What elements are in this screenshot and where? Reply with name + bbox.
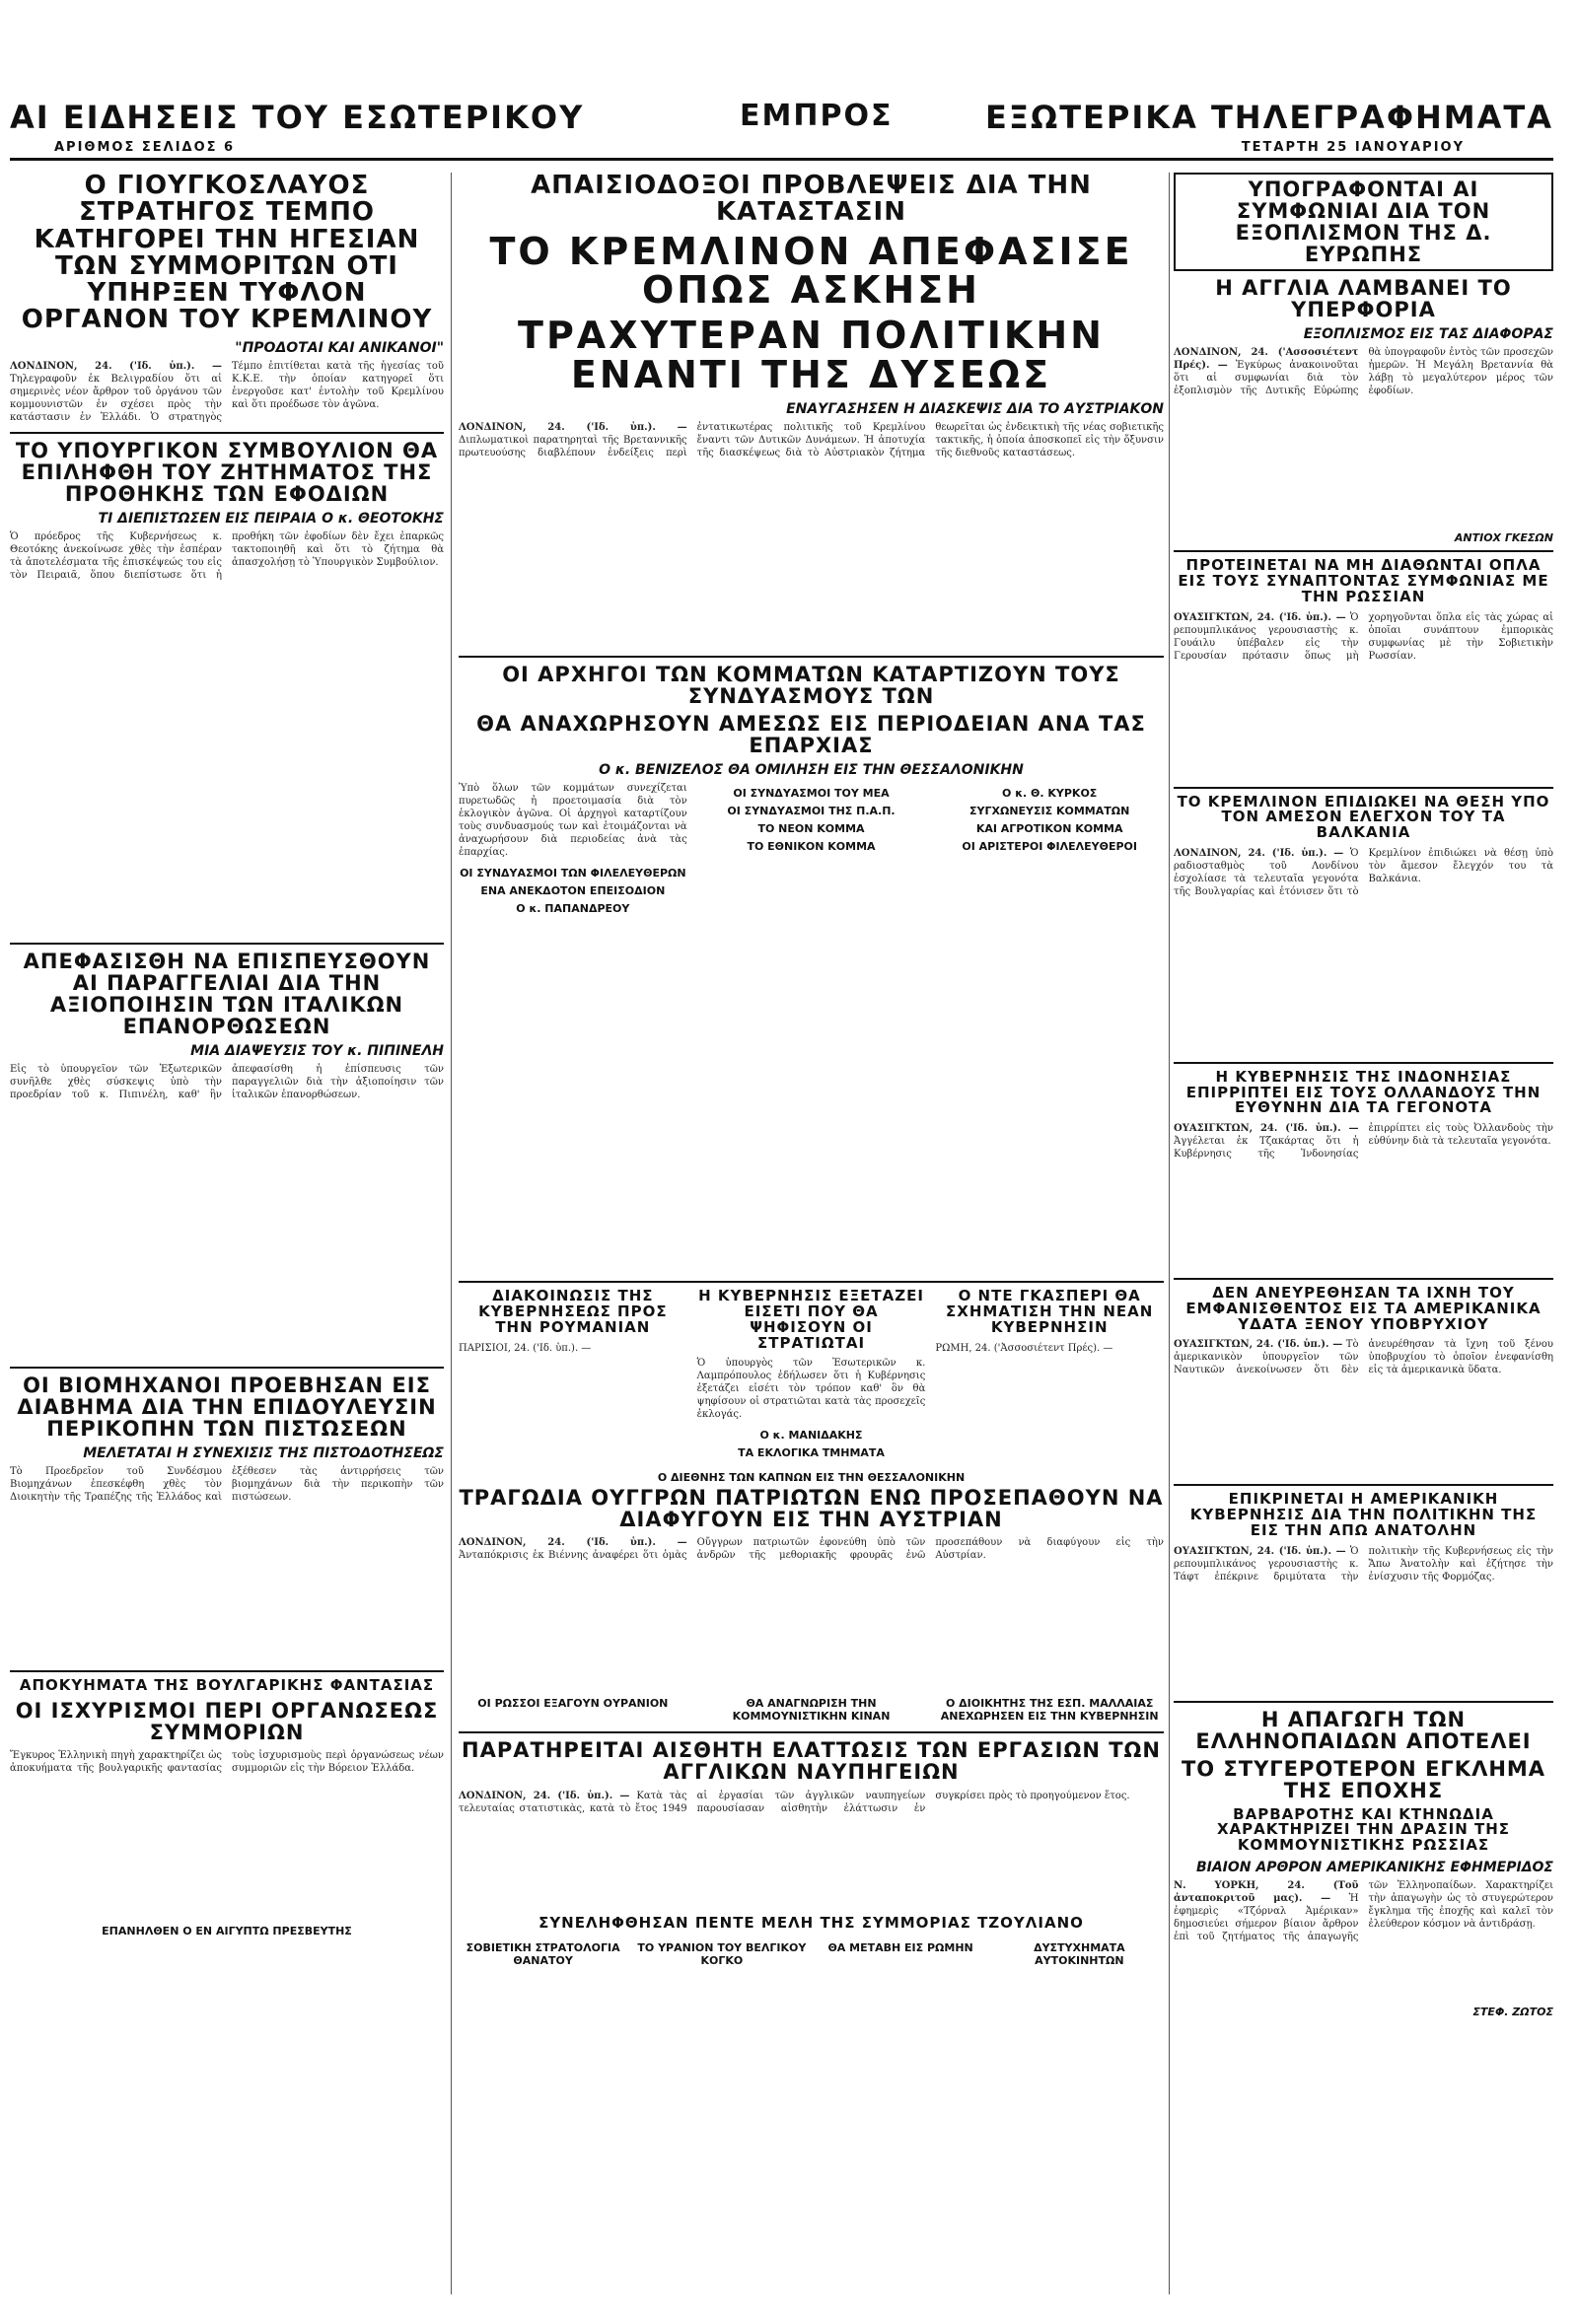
article-subhead: ΟΙ ΣΥΝΔΥΑΣΜΟΙ ΤΟΥ ΜΕΑ bbox=[733, 787, 890, 801]
dateline: ΟΥΑΣΙΓΚΤΩΝ, 24. ('Ιδ. ὑπ.). — bbox=[1174, 1545, 1346, 1557]
article-subhead: ΤΑ ΕΚΛΟΓΙΚΑ ΤΜΗΜΑΤΑ bbox=[738, 1446, 885, 1460]
article-text: Ὁ ραδιοσταθμὸς τοῦ Λονδίνου ἐσχολίασε τὰ τελευταῖα γεγονότα τῆς Βουλγαρίας καὶ ἐτόνισεν ὅτι τὸ Κρεμλίνον ἐπιδιώκει νὰ θέσῃ ὑπὸ τὸν ἄμεσον ἔλεγχόν του τὰ Βαλκάνια. bbox=[1174, 847, 1553, 897]
divider bbox=[1174, 787, 1553, 789]
dateline: ΡΩΜΗ, 24. ('Ἀσσοσιέτεντ Πρές). — bbox=[935, 1342, 1113, 1354]
article-headline: ΥΠΟΓΡΑΦΟΝΤΑΙ ΑΙ ΣΥΜΦΩΝΙΑΙ ΔΙΑ ΤΟΝ ΕΞΟΠΛΙΣΜΟΝ ΤΗΣ Δ. ΕΥΡΩΠΗΣ bbox=[1174, 173, 1553, 271]
main-headline: ΤΟ ΚΡΕΜΛΙΝΟΝ ΑΠΕΦΑΣΙΣΕ ΟΠΩΣ ΑΣΚΗΣΗ bbox=[489, 229, 1133, 313]
article-headline: ΑΠΟΚΥΗΜΑΤΑ ΤΗΣ ΒΟΥΛΓΑΡΙΚΗΣ ΦΑΝΤΑΣΙΑΣ bbox=[19, 1676, 435, 1695]
article-headline: ΑΠΕΦΑΣΙΣΘΗ ΝΑ ΕΠΙΣΠΕΥΣΘΟΥΝ ΑΙ ΠΑΡΑΓΓΕΛΙΑΙ ΔΙΑ ΤΗΝ ΑΞΙΟΠΟΙΗΣΙΝ ΤΩΝ ΙΤΑΛΙΚΩΝ ΕΠΑΝΟΡΘΩΣΕΩΝ bbox=[23, 949, 431, 1039]
article-body: Ἔγκυρος Ἑλληνικὴ πηγὴ χαρακτηρίζει ὡς ἀποκυήματα τῆς βουλγαρικῆς φαντασίας τοὺς ἰσχυρισμοὺς περὶ ὀργανώσεως νέων συμμοριῶν εἰς τὴν Βόρειον Ἑλλάδα. bbox=[10, 1750, 444, 1775]
article-headline: ΠΑΡΑΤΗΡΕΙΤΑΙ ΑΙΣΘΗΤΗ ΕΛΑΤΤΩΣΙΣ ΤΩΝ ΕΡΓΑΣΙΩΝ ΤΩΝ ΑΓΓΛΙΚΩΝ ΝΑΥΠΗΓΕΙΩΝ bbox=[462, 1738, 1161, 1785]
article-subhead: ΕΠΑΝΗΛΘΕΝ Ο ΕΝ ΑΙΓΥΠΤΩ ΠΡΕΣΒΕΥΤΗΣ bbox=[102, 1925, 352, 1938]
divider bbox=[10, 943, 444, 945]
article-body bbox=[1174, 1545, 1553, 1693]
column-domestic bbox=[10, 173, 444, 1940]
article-headline: ΟΙ ΒΙΟΜΗΧΑΝΟΙ ΠΡΟΕΒΗΣΑΝ ΕΙΣ ΔΙΑΒΗΜΑ ΔΙΑ ΤΗΝ ΕΠΙΔΟΥΛΕΥΣΙΝ ΠΕΡΙΚΟΠΗΝ ΤΩΝ ΠΙΣΤΩΣΕΩΝ bbox=[17, 1373, 437, 1442]
main-kicker: ΕΝΑΥΓΑΣΗΣΕΝ Η ΔΙΑΣΚΕΨΙΣ ΔΙΑ ΤΟ ΑΥΣΤΡΙΑΚΟΝ bbox=[786, 401, 1164, 418]
article-body bbox=[459, 1790, 1164, 1908]
article-headline: Η ΚΥΒΕΡΝΗΣΙΣ ΤΗΣ ΙΝΔΟΝΗΣΙΑΣ ΕΠΙΡΡΙΠΤΕΙ ΕΙΣ ΤΟΥΣ ΟΛΛΑΝΔΟΥΣ ΤΗΝ ΕΥΘΥΝΗΝ ΔΙΑ ΤΑ ΓΕΓΟΝΟΤΑ bbox=[1185, 1067, 1542, 1117]
dateline: ΟΥΑΣΙΓΚΤΩΝ, 24. ('Ιδ. ὑπ.). — bbox=[1174, 1123, 1359, 1135]
article-subhead: ΔΥΣΤΥΧΗΜΑΤΑ ΑΥΤΟΚΙΝΗΤΩΝ bbox=[1034, 1941, 1125, 1968]
article-headline: ΔΕΝ ΑΝΕΥΡΕΘΗΣΑΝ ΤΑ ΙΧΝΗ ΤΟΥ ΕΜΦΑΝΙΣΘΕΝΤΟΣ ΕΙΣ ΤΑ ΑΜΕΡΙΚΑΝΙΚΑ ΥΔΑΤΑ ΞΕΝΟΥ ΥΠΟΒΡΥΧΙΟΥ bbox=[1185, 1284, 1542, 1333]
article-subhead: ΚΑΙ ΑΓΡΟΤΙΚΟΝ ΚΟΜΜΑ bbox=[975, 822, 1123, 836]
column-divider bbox=[451, 173, 452, 2294]
article-subhead: Ο κ. Θ. ΚΥΡΚΟΣ bbox=[1002, 787, 1098, 801]
article-body: Ὁ πρόεδρος τῆς Κυβερνήσεως κ. Θεοτόκης ἀνεκοίνωσε χθὲς τὴν ἑσπέραν τὰ ἀποτελέσματα τῆς ἐπισκέψεώς του εἰς τὸν Πειραιᾶ, ὅπου διεπίστωσε ὅτι ἡ προθήκη τῶν ἐφοδίων δὲν ἔχει ἐπαρκῶς τακτοποιηθῆ καὶ ὅτι τὸ ζήτημα θὰ ἀπασχολήσῃ τὸ Ὑπουργικὸν Συμβούλιον. bbox=[10, 530, 444, 581]
article-headline: ΤΟ ΣΤΥΓΕΡΟΤΕΡΟΝ ΕΓΚΛΗΜΑ ΤΗΣ ΕΠΟΧΗΣ bbox=[1181, 1756, 1546, 1802]
page-number: ΑΡΙΘΜΟΣ ΣΕΛΙΔΟΣ 6 bbox=[54, 140, 236, 155]
article-headline: ΟΙ ΙΣΧΥΡΙΣΜΟΙ ΠΕΡΙ ΟΡΓΑΝΩΣΕΩΣ ΣΥΜΜΟΡΙΩΝ bbox=[15, 1699, 439, 1745]
article-text: Ὁ ὑπουργὸς τῶν Ἐσωτερικῶν κ. Λαμπρόπουλος ἐδήλωσεν ὅτι ἡ Κυβέρνησις ἐξετάζει εἰσέτι τὸν τρόπον καθ' ὃν θὰ ψηφίσουν οἱ στρατιῶται κατὰ τὰς προσεχεῖς ἐκλογάς. bbox=[696, 1358, 926, 1421]
divider bbox=[1174, 1278, 1553, 1280]
article-text: Κατὰ τὰς τελευταίας στατιστικὰς, κατὰ τὸ ἔτος 1949 αἱ ἐργασίαι τῶν ἀγγλικῶν ναυπηγείων παρουσίασαν αἰσθητὴν ἐλάττωσιν ἐν συγκρίσει πρὸς τὸ προηγούμενον ἔτος. bbox=[459, 1790, 1130, 1814]
divider bbox=[459, 656, 1164, 658]
dateline: ΛΟΝΔΙΝΟΝ, 24. ('Ιδ. ὑπ.). — bbox=[459, 1537, 687, 1549]
article-headline: ΟΙ ΑΡΧΗΓΟΙ ΤΩΝ ΚΟΜΜΑΤΩΝ ΚΑΤΑΡΤΙΖΟΥΝ ΤΟΥΣ ΣΥΝΔΥΑΣΜΟΥΣ ΤΩΝ bbox=[502, 663, 1120, 709]
article-subhead: ΟΙ ΣΥΝΔΥΑΣΜΟΙ ΤΗΣ Π.Α.Π. bbox=[727, 805, 896, 818]
article-subhead: ΘΑ ΑΝΑΓΝΩΡΙΣΗ ΤΗΝ ΚΟΜΜΟΥΝΙΣΤΙΚΗΝ ΚΙΝΑΝ bbox=[732, 1697, 891, 1724]
dateline: ΠΑΡΙΣΙΟΙ, 24. ('Ιδ. ὑπ.). — bbox=[459, 1342, 592, 1354]
article-headline: Ο ΝΤΕ ΓΚΑΣΠΕΡΙ ΘΑ ΣΧΗΜΑΤΙΣΗ ΤΗΝ ΝΕΑΝ ΚΥΒΕΡΝΗΣΙΝ bbox=[946, 1287, 1154, 1336]
article-headline: ΤΟ ΚΡΕΜΛΙΝΟΝ ΕΠΙΔΙΩΚΕΙ ΝΑ ΘΕΣΗ ΥΠΟ ΤΟΝ ΑΜΕΣΟΝ ΕΛΕΓΧΟΝ ΤΟΥ ΤΑ ΒΑΛΚΑΝΙΑ bbox=[1177, 792, 1550, 842]
article-subhead: Ο κ. ΠΑΠΑΝΔΡΕΟΥ bbox=[516, 902, 630, 916]
newspaper-name: ΕΜΠΡΟΣ bbox=[740, 99, 894, 133]
article-headline: ΔΙΑΚΟΙΝΩΣΙΣ ΤΗΣ ΚΥΒΕΡΝΗΣΕΩΣ ΠΡΟΣ ΤΗΝ ΡΟΥΜΑΝΙΑΝ bbox=[478, 1287, 668, 1336]
article-kicker: ΒΙΑΙΟΝ ΑΡΘΡΟΝ ΑΜΕΡΙΚΑΝΙΚΗΣ ΕΦΗΜΕΡΙΔΟΣ bbox=[1195, 1859, 1553, 1875]
divider bbox=[1174, 1701, 1553, 1703]
article-kicker: ΕΞΟΠΛΙΣΜΟΣ ΕΙΣ ΤΑΣ ΔΙΑΦΟΡΑΣ bbox=[1303, 326, 1553, 343]
column-foreign bbox=[1174, 173, 1553, 2018]
article-kicker: "ΠΡΟΔΟΤΑΙ ΚΑΙ ΑΝΙΚΑΝΟΙ" bbox=[235, 339, 444, 356]
main-headline: ΑΠΑΙΣΙΟΔΟΞΟΙ ΠΡΟΒΛΕΨΕΙΣ ΔΙΑ ΤΗΝ ΚΑΤΑΣΤΑΣΙΝ bbox=[531, 171, 1092, 228]
article-subhead: ΟΙ ΡΩΣΣΟΙ ΕΞΑΓΟΥΝ ΟΥΡΑΝΙΟΝ bbox=[477, 1697, 669, 1711]
article-subhead: ΘΑ ΜΕΤΑΒΗ ΕΙΣ ΡΩΜΗΝ bbox=[827, 1941, 973, 1955]
article-body bbox=[10, 360, 444, 424]
dateline: ΟΥΑΣΙΓΚΤΩΝ, 24. ('Ιδ. ὑπ.). — bbox=[1174, 1339, 1343, 1351]
article-subhead: Ο ΔΙΟΙΚΗΤΗΣ ΤΗΣ ΕΣΠ. ΜΑΛΛΑΙΑΣ ΑΝΕΧΩΡΗΣΕΝ ΕΙΣ ΤΗΝ ΚΥΒΕΡΝΗΣΙΝ bbox=[940, 1697, 1159, 1724]
article-headline: ΣΥΝΕΛΗΦΘΗΣΑΝ ΠΕΝΤΕ ΜΕΛΗ ΤΗΣ ΣΥΜΜΟΡΙΑΣ ΤΖΟΥΛΙΑΝΟ bbox=[538, 1913, 1084, 1932]
article-text: Ὁ ρεπουμπλικάνος γερουσιαστὴς κ. Τάφτ ἐπέκρινε δριμύτατα τὴν πολιτικὴν τῆς Κυβερνήσεως εἰς τὴν Ἄπω Ἀνατολὴν καὶ ἐζήτησε τὴν ἐνίσχυσιν τῆς Φορμόζας. bbox=[1174, 1545, 1553, 1583]
article-headline: ΤΡΑΓΩΔΙΑ ΟΥΓΓΡΩΝ ΠΑΤΡΙΩΤΩΝ ΕΝΩ ΠΡΟΣΕΠΑΘΟΥΝ ΝΑ ΔΙΑΦΥΓΟΥΝ ΕΙΣ ΤΗΝ ΑΥΣΤΡΙΑΝ bbox=[459, 1486, 1164, 1532]
dateline: Ν. ΥΟΡΚΗ, 24. (Τοῦ ἀνταποκριτοῦ μας). — bbox=[1174, 1879, 1359, 1904]
masthead bbox=[10, 99, 1553, 168]
article-subhead: ΣΥΓΧΩΝΕΥΣΙΣ ΚΟΜΜΑΤΩΝ bbox=[969, 805, 1130, 818]
dateline: ΟΥΑΣΙΓΚΤΩΝ, 24. ('Ιδ. ὑπ.). — bbox=[1174, 611, 1346, 623]
article-body bbox=[459, 421, 1164, 648]
main-headline: ΤΡΑΧΥΤΕΡΑΝ ΠΟΛΙΤΙΚΗΝ ΕΝΑΝΤΙ ΤΗΣ ΔΥΣΕΩΣ bbox=[518, 314, 1105, 397]
masthead-rule bbox=[10, 158, 1553, 161]
article-body bbox=[1174, 1122, 1553, 1270]
article-text: Τὸ ἀμερικανικὸν ὑπουργεῖον τῶν Ναυτικῶν ἀνεκοίνωσεν ὅτι δὲν ἀνευρέθησαν τὰ ἴχνη τοῦ ξένου ὑποβρυχίου τὸ ὁποῖον ἐνεφανίσθη εἰς τὰ ἀμερικανικὰ ὕδατα. bbox=[1174, 1339, 1553, 1376]
article-kicker: Ο κ. ΒΕΝΙΖΕΛΟΣ ΘΑ ΟΜΙΛΗΣΗ ΕΙΣ ΤΗΝ ΘΕΣΣΑΛΟΝΙΚΗΝ bbox=[599, 762, 1024, 779]
article-text: Ἀνταπόκρισις ἐκ Βιέννης ἀναφέρει ὅτι ὁμὰς Οὔγγρων πατριωτῶν ἐφονεύθη ὑπὸ τῶν ἀνδρῶν τῆς μεθοριακῆς φρουρᾶς ἐνῶ προσεπάθουν νὰ διαφύγουν εἰς τὴν Αὐστρίαν. bbox=[459, 1537, 1164, 1562]
divider bbox=[459, 1731, 1164, 1733]
subheads-row bbox=[459, 1692, 1164, 1725]
article-body bbox=[1174, 1338, 1553, 1476]
dateline: ΛΟΝΔΙΝΟΝ, 24. ('Ιδ. ὑπ.). — bbox=[10, 360, 222, 372]
parties-columns bbox=[459, 782, 1164, 1275]
article-text: Ἡ ἐφημερὶς «Τζόρναλ Ἀμέρικαν» δημοσιεύει σήμερον βίαιον ἄρθρον ἐπὶ τοῦ ζητήματος τῆς ἀπαγωγῆς τῶν Ἑλληνοπαίδων. Χαρακτηρίζει τὴν ἀπαγωγὴν ὡς τὸ στυγερώτερον ἔγκλημα τῆς ἐποχῆς καὶ καλεῖ τὸν ἐλεύθερον κόσμον νὰ ἀντιδράσῃ. bbox=[1174, 1879, 1553, 1942]
divider bbox=[10, 1367, 444, 1369]
dateline: ΛΟΝΔΙΝΟΝ, 24. ('Ιδ. ὑπ.). — bbox=[459, 422, 687, 434]
article-subhead: Ο κ. ΜΑΝΙΔΑΚΗΣ bbox=[759, 1429, 863, 1443]
article-headline: ΕΠΙΚΡΙΝΕΤΑΙ Η ΑΜΕΡΙΚΑΝΙΚΗ ΚΥΒΕΡΝΗΣΙΣ ΔΙΑ ΤΗΝ ΠΟΛΙΤΙΚΗΝ ΤΗΣ ΕΙΣ ΤΗΝ ΑΠΩ ΑΝΑΤΟΛΗΝ bbox=[1189, 1490, 1538, 1539]
article-kicker: ΜΙΑ ΔΙΑΨΕΥΣΙΣ ΤΟΥ κ. ΠΙΠΙΝΕΛΗ bbox=[190, 1043, 444, 1060]
article-body bbox=[1174, 346, 1553, 524]
article-subhead: ΟΙ ΣΥΝΔΥΑΣΜΟΙ ΤΩΝ ΦΙΛΕΛΕΥΘΕΡΩΝ bbox=[460, 867, 686, 880]
article-body bbox=[1174, 1879, 1553, 1998]
article-kicker: ΜΕΛΕΤΑΤΑΙ Η ΣΥΝΕΧΙΣΙΣ ΤΗΣ ΠΙΣΤΟΔΟΤΗΣΕΩΣ bbox=[83, 1445, 444, 1462]
subheads-row bbox=[459, 1937, 1164, 1970]
article-subhead: Η ΑΓΓΛΙΑ ΛΑΜΒΑΝΕΙ ΤΟ ΥΠΕΡΦΟΡΙΑ bbox=[1215, 276, 1512, 322]
article-headline: Η ΚΥΒΕΡΝΗΣΙΣ ΕΞΕΤΑΖΕΙ ΕΙΣΕΤΙ ΠΟΥ ΘΑ ΨΗΦΙΣΟΥΝ ΟΙ ΣΤΡΑΤΙΩΤΑΙ bbox=[698, 1287, 924, 1352]
article-subhead: ΤΟ ΕΘΝΙΚΟΝ ΚΟΜΜΑ bbox=[747, 840, 876, 854]
divider bbox=[10, 1670, 444, 1672]
article-subhead: ΒΑΡΒΑΡΟΤΗΣ ΚΑΙ ΚΤΗΝΩΔΙΑ ΧΑΡΑΚΤΗΡΙΖΕΙ ΤΗΝ ΔΡΑΣΙΝ ΤΗΣ ΚΟΜΜΟΥΝΙΣΤΙΚΗΣ ΡΩΣΣΙΑΣ bbox=[1216, 1804, 1511, 1855]
article-text: Ἐγκύρως ἀνακοινοῦται ὅτι αἱ συμφωνίαι διὰ τὸν ἐξοπλισμὸν τῆς Δυτικῆς Εὐρώπης θὰ ὑπογραφοῦν ἐντὸς τῶν προσεχῶν ἡμερῶν. Ἡ Μεγάλη Βρεταννία θὰ λάβῃ τὸ μεγαλύτερον μέρος τῶν ἐφοδίων. bbox=[1174, 347, 1553, 397]
divider bbox=[459, 1281, 1164, 1283]
article-subhead: ΟΙ ΑΡΙΣΤΕΡΟΙ ΦΙΛΕΛΕΥΘΕΡΟΙ bbox=[962, 840, 1137, 854]
column-center bbox=[459, 173, 1164, 1970]
article-subhead: ΕΝΑ ΑΝΕΚΔΟΤΟΝ ΕΠΕΙΣΟΔΙΟΝ bbox=[480, 884, 666, 898]
section-title-foreign: ΕΞΩΤΕΡΙΚΑ ΤΗΛΕΓΡΑΦΗΜΑΤΑ bbox=[984, 99, 1553, 136]
article-body bbox=[1174, 847, 1553, 1054]
article-signature: ΑΝΤΙΟΧ ΓΚΕΣΩΝ bbox=[1454, 531, 1553, 545]
article-subhead: Ο ΔΙΕΘΝΗΣ ΤΩΝ ΚΑΠΝΩΝ ΕΙΣ ΤΗΝ ΘΕΣΣΑΛΟΝΙΚΗΝ bbox=[657, 1471, 966, 1485]
article-headline: ΠΡΟΤΕΙΝΕΤΑΙ ΝΑ ΜΗ ΔΙΑΘΩΝΤΑΙ ΟΠΛΑ ΕΙΣ ΤΟΥΣ ΣΥΝΑΠΤΟΝΤΑΣ ΣΥΜΦΩΝΙΑΣ ΜΕ ΤΗΝ ΡΩΣΣΙΑΝ bbox=[1178, 556, 1549, 605]
article-body bbox=[1174, 611, 1553, 779]
issue-date: ΤΕΤΑΡΤΗ 25 ΙΑΝΟΥΑΡΙΟΥ bbox=[1241, 140, 1465, 155]
article-body bbox=[459, 1536, 1164, 1684]
divider bbox=[1174, 550, 1553, 552]
article-headline: ΘΑ ΑΝΑΧΩΡΗΣΟΥΝ ΑΜΕΣΩΣ ΕΙΣ ΠΕΡΙΟΔΕΙΑΝ ΑΝΑ ΤΑΣ ΕΠΑΡΧΙΑΣ bbox=[476, 712, 1146, 758]
article-text: Ὁ ρεπουμπλικάνος γερουσιαστὴς κ. Γουάιλυ ὑπέβαλεν εἰς τὴν Γερουσίαν πρότασιν ὅπως μὴ χορηγοῦνται ὅπλα εἰς τὰς χώρας αἱ ὁποῖαι συνάπτουν ἐμπορικὰς συμφωνίας μὲ τὴν Σοβιετικὴν Ρωσσίαν. bbox=[1174, 611, 1553, 662]
dateline: ΛΟΝΔΙΝΟΝ, 24. ('Ιδ. ὑπ.). — bbox=[459, 1790, 630, 1801]
article-signature: ΣΤΕΦ. ΖΩΤΟΣ bbox=[1472, 2005, 1553, 2018]
article-text: Διπλωματικοὶ παρατηρηταὶ τῆς Βρεταννικῆς πρωτευούσης διαβλέπουν ἐνδείξεις περὶ ἐντατικωτέρας πολιτικῆς τοῦ Κρεμλίνου ἔναντι τῶν Δυτικῶν Δυνάμεων. Ἡ ἀποτυχία τῆς διασκέψεως διὰ τὸ Αὐστριακὸν ζήτημα θεωρεῖται ὡς ἐνδεικτικὴ τῆς νέας σοβιετικῆς τακτικῆς, ἡ ὁποία ἀποσκοπεῖ εἰς τὴν ὄξυνσιν τῆς διεθνοῦς καταστάσεως. bbox=[459, 422, 1164, 459]
article-headline: Η ΑΠΑΓΩΓΗ ΤΩΝ ΕΛΛΗΝΟΠΑΙΔΩΝ ΑΠΟΤΕΛΕΙ bbox=[1195, 1707, 1532, 1753]
dateline: ΛΟΝΔΙΝΟΝ, 24. ('Ιδ. ὑπ.). — bbox=[1174, 847, 1344, 859]
divider bbox=[10, 432, 444, 434]
article-kicker: ΤΙ ΔΙΕΠΙΣΤΩΣΕΝ ΕΙΣ ΠΕΙΡΑΙΑ Ο κ. ΘΕΟΤΟΚΗΣ bbox=[98, 510, 444, 527]
divider bbox=[1174, 1062, 1553, 1064]
dateline: ΛΟΝΔΙΝΟΝ, 24. ('Ασσοσιέτεντ Πρές). — bbox=[1174, 347, 1359, 372]
article-subhead: ΣΟΒΙΕΤΙΚΗ ΣΤΡΑΤΟΛΟΓΙΑ ΘΑΝΑΤΟΥ bbox=[466, 1941, 620, 1968]
article-text: Τηλεγραφοῦν ἐκ Βελιγραδίου ὅτι αἱ σημερινὲς νέον ἄρθρον τοῦ ὀργάνου τῶν κομμουνιστῶν ἐν σχέσει πρὸς τὴν κατάστασιν ἐν Ἑλλάδι. Ὁ στρατηγὸς Τέμπο ἐπιτίθεται κατὰ τῆς ἡγεσίας τοῦ Κ.Κ.Ε. τὴν ὁποίαν κατηγορεῖ ὅτι ἐνεργοῦσε κατ' ἐντολὴν τοῦ Κρεμλίνου καὶ ὅτι προέδωσε τὸν ἀγῶνα. bbox=[10, 360, 444, 423]
article-subhead: ΤΟ ΝΕΟΝ ΚΟΜΜΑ bbox=[757, 822, 865, 836]
article-body: Τὸ Προεδρεῖον τοῦ Συνδέσμου Βιομηχάνων ἐπεσκέφθη χθὲς τὸν Διοικητὴν τῆς Τραπέζης τῆς Ἑλλάδος καὶ ἐξέθεσεν τὰς ἀντιρρήσεις τῶν βιομηχάνων διὰ τὴν περικοπὴν τῶν πιστώσεων. bbox=[10, 1466, 444, 1504]
column-divider bbox=[1169, 173, 1170, 2294]
divider bbox=[1174, 1484, 1553, 1486]
lower-columns bbox=[459, 1289, 1164, 1466]
article-headline: Ο ΓΙΟΥΓΚΟΣΛΑΥΟΣ ΣΤΡΑΤΗΓΟΣ ΤΕΜΠΟ ΚΑΤΗΓΟΡΕΙ ΤΗΝ ΗΓΕΣΙΑΝ ΤΩΝ ΣΥΜΜΟΡΙΤΩΝ ΟΤΙ ΥΠΗΡΞΕΝ ΤΥΦΛΟΝ ΟΡΓΑΝΟΝ ΤΟΥ ΚΡΕΜΛΙΝΟΥ bbox=[21, 171, 433, 335]
section-title-domestic: ΑΙ ΕΙΔΗΣΕΙΣ ΤΟΥ ΕΣΩΤΕΡΙΚΟΥ bbox=[10, 99, 585, 136]
article-text: Ὑπὸ ὅλων τῶν κομμάτων συνεχίζεται πυρετωδῶς ἡ προετοιμασία διὰ τὸν ἐκλογικὸν ἀγῶνα. Οἱ ἀρχηγοὶ καταρτίζουν τοὺς συνδυασμούς των καὶ ἑτοιμάζονται νὰ ἀναχωρήσουν διὰ περιοδείας ἀνὰ τὰς ἐπαρχίας. bbox=[459, 783, 687, 859]
article-subhead: ΤΟ ΥΡΑΝΙΟΝ ΤΟΥ ΒΕΛΓΙΚΟΥ ΚΟΓΚΟ bbox=[637, 1941, 807, 1968]
article-text: Ἀγγέλεται ἐκ Τζακάρτας ὅτι ἡ Κυβέρνησις τῆς Ἰνδονησίας ἐπιρρίπτει εἰς τοὺς Ὀλλανδοὺς τὴν εὐθύνην διὰ τὰ τελευταῖα γεγονότα. bbox=[1174, 1123, 1553, 1161]
article-body: Εἰς τὸ ὑπουργεῖον τῶν Ἐξωτερικῶν συνῆλθε χθὲς σύσκεψις ὑπὸ τὴν προεδρίαν τοῦ κ. Πιπινέλη, καθ' ἣν ἀπεφασίσθη ἡ ἐπίσπευσις τῶν παραγγελιῶν διὰ τὴν ἀξιοποίησιν τῶν ἰταλικῶν ἐπανορθώσεων. bbox=[10, 1064, 444, 1101]
article-headline: ΤΟ ΥΠΟΥΡΓΙΚΟΝ ΣΥΜΒΟΥΛΙΟΝ ΘΑ ΕΠΙΛΗΦΘΗ ΤΟΥ ΖΗΤΗΜΑΤΟΣ ΤΗΣ ΠΡΟΘΗΚΗΣ ΤΩΝ ΕΦΟΔΙΩΝ bbox=[15, 438, 439, 506]
